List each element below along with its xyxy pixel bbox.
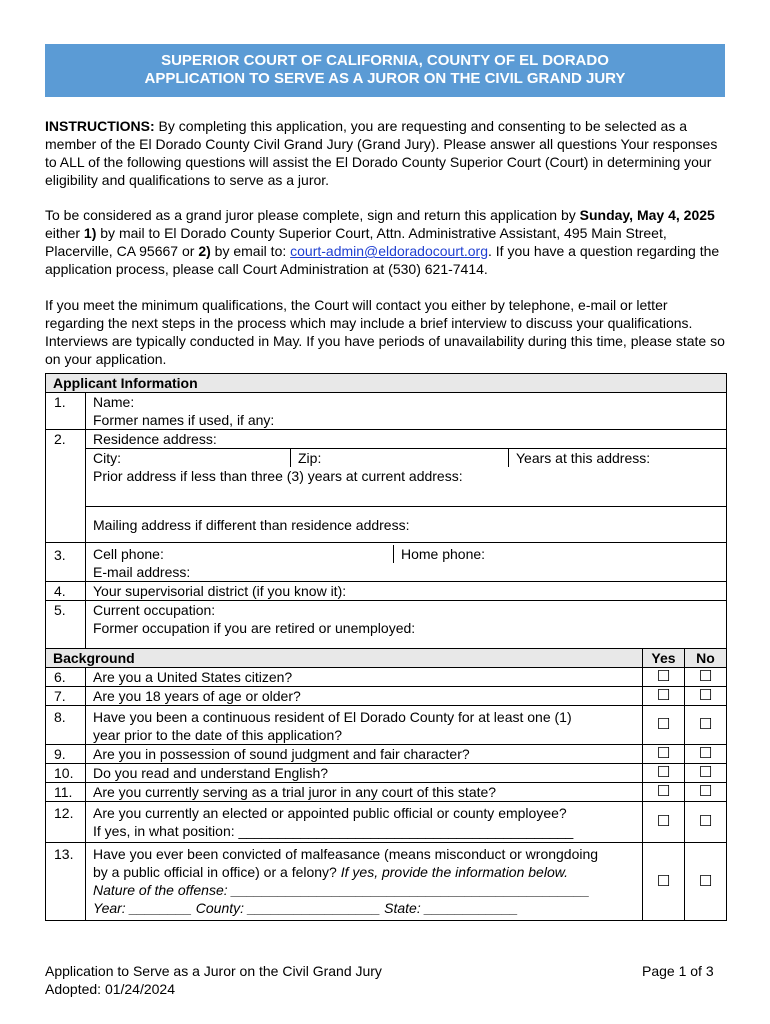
question-number: 8. <box>46 706 86 745</box>
supervisorial-district-label[interactable]: Your supervisorial district (if you know it): <box>86 582 727 601</box>
form-name-heading: APPLICATION TO SERVE AS A JUROR ON THE CIVIL GRAND JURY <box>144 70 626 87</box>
mailing-address-field[interactable] <box>86 507 727 543</box>
mailing-address-label: Mailing address if different than residence address: <box>93 516 410 533</box>
residence-field[interactable] <box>86 430 727 507</box>
former-names-label: Former names if used, if any: <box>93 412 275 428</box>
zip-label: Zip: <box>291 449 509 467</box>
question-number: 11. <box>46 783 86 802</box>
question-line-part: by a public official in office) or a felony? <box>93 864 341 880</box>
question-text: Do you read and understand English? <box>86 764 643 783</box>
yes-checkbox[interactable]: ☐ <box>643 668 685 687</box>
no-checkbox[interactable]: ☐ <box>685 843 727 921</box>
name-field[interactable] <box>86 393 727 430</box>
name-label: Name: <box>93 394 135 410</box>
question-text <box>86 843 643 921</box>
offense-year-county-state-blank[interactable]: Year: ________ County: _________________ State: ____________ <box>93 900 519 916</box>
instructions-label: INSTRUCTIONS: <box>45 118 155 134</box>
question-text <box>86 802 643 843</box>
question-number: 9. <box>46 745 86 764</box>
question-number: 12. <box>46 802 86 843</box>
email-address-label: E-mail address: <box>93 564 191 580</box>
question-line-italic: If yes, provide the information below. <box>340 864 568 880</box>
question-number: 6. <box>46 668 86 687</box>
submission-text: by mail to El Dorado County Superior Court, Attn. Administrative Assistant, 495 Main Street, Placerville, CA 95667 or <box>45 225 667 259</box>
yes-checkbox[interactable]: ☐ <box>643 706 685 745</box>
contact-paragraph: If you meet the minimum qualifications, the Court will contact you either by telephone, e-mail or letter regarding the next steps in the process which may include a brief interview to discuss your qualifications. Interviews are typically conducted in May. If you have periods of unavailability during this time, please state so on your application. <box>45 297 725 367</box>
option-2-marker: 2) <box>198 243 211 259</box>
question-text: Are you a United States citizen? <box>86 668 643 687</box>
no-checkbox[interactable]: ☐ <box>685 668 727 687</box>
yes-checkbox[interactable]: ☐ <box>643 783 685 802</box>
question-line <box>93 863 642 881</box>
item-number: 4. <box>46 582 86 601</box>
item-number: 2. <box>46 430 86 507</box>
question-line: year prior to the date of this application? <box>93 727 343 743</box>
city-label: City: <box>86 449 291 467</box>
submission-deadline: Sunday, May 4, 2025 <box>579 207 715 223</box>
applicant-information-table <box>45 373 727 649</box>
submission-text: . If you have a question regarding the application process, please call Court Administration at (530) 621-7414. <box>45 243 720 277</box>
no-checkbox[interactable]: ☐ <box>685 745 727 764</box>
footer-left <box>45 962 382 998</box>
item-number: 1. <box>46 393 86 430</box>
submission-text: either <box>45 225 84 241</box>
residence-label: Residence address: <box>93 431 217 447</box>
current-occupation-label: Current occupation: <box>93 602 216 618</box>
no-checkbox[interactable]: ☐ <box>685 802 727 843</box>
question-number: 10. <box>46 764 86 783</box>
instructions-text: By completing this application, you are requesting and consenting to be selected as a member of the El Dorado County Civil Grand Jury (Grand Jury). Please answer all questions Your responses to ALL of the following questions will assist the El Dorado County Superior Court (Court) in determining your eligibility and qualifications to serve as a juror. <box>45 118 718 188</box>
question-text: Are you 18 years of age or older? <box>86 687 643 706</box>
background-table <box>45 648 727 921</box>
item-number: 5. <box>46 601 86 649</box>
option-1-marker: 1) <box>83 225 97 241</box>
yes-checkbox[interactable]: ☐ <box>643 802 685 843</box>
years-at-address-label: Years at this address: <box>516 450 651 466</box>
yes-checkbox[interactable]: ☐ <box>643 843 685 921</box>
occupation-field[interactable] <box>86 601 727 649</box>
applicant-section-header: Applicant Information <box>46 374 727 393</box>
no-checkbox[interactable]: ☐ <box>685 783 727 802</box>
yes-checkbox[interactable]: ☐ <box>643 764 685 783</box>
phone-email-field[interactable] <box>86 543 727 582</box>
submission-paragraph <box>45 206 725 278</box>
footer-adopted-date: Adopted: 01/24/2024 <box>45 981 176 997</box>
court-name-heading: SUPERIOR COURT OF CALIFORNIA, COUNTY OF EL DORADO <box>161 52 609 69</box>
question-line: Have you been a continuous resident of El Dorado County for at least one (1) <box>93 709 572 725</box>
court-email-link[interactable]: court-admin@eldoradocourt.org <box>290 243 489 259</box>
background-section-header: Background <box>46 649 643 668</box>
no-checkbox[interactable]: ☐ <box>685 706 727 745</box>
question-text <box>86 706 643 745</box>
offense-nature-blank[interactable]: Nature of the offense: ______________________________________________ <box>93 882 590 898</box>
item-number: 3. <box>46 543 86 582</box>
no-checkbox[interactable]: ☐ <box>685 687 727 706</box>
submission-text: by email to: <box>210 243 291 259</box>
yes-checkbox[interactable]: ☐ <box>643 745 685 764</box>
question-number: 13. <box>46 843 86 921</box>
home-phone-label: Home phone: <box>401 546 486 562</box>
question-text: Are you currently serving as a trial juror in any court of this state? <box>86 783 643 802</box>
question-line: Are you currently an elected or appointed public official or county employee? <box>93 805 567 821</box>
no-column-header: No <box>685 649 727 668</box>
yes-column-header: Yes <box>643 649 685 668</box>
instructions-paragraph <box>45 117 725 189</box>
question-line: Have you ever been convicted of malfeasance (means misconduct or wrongdoing <box>93 846 599 862</box>
submission-text: To be considered as a grand juror please complete, sign and return this application by <box>45 207 580 223</box>
footer-form-title: Application to Serve as a Juror on the Civil Grand Jury <box>45 963 382 979</box>
position-blank[interactable]: If yes, in what position: ___________________________________________ <box>93 823 574 839</box>
question-number: 7. <box>46 687 86 706</box>
yes-checkbox[interactable]: ☐ <box>643 687 685 706</box>
prior-address-label: Prior address if less than three (3) years at current address: <box>93 468 463 484</box>
no-checkbox[interactable]: ☐ <box>685 764 727 783</box>
form-title-banner <box>45 44 725 97</box>
page-number: Page 1 of 3 <box>642 963 714 979</box>
former-occupation-label: Former occupation if you are retired or unemployed: <box>93 620 416 636</box>
cell-phone-label: Cell phone: <box>86 545 394 563</box>
question-text: Are you in possession of sound judgment and fair character? <box>86 745 643 764</box>
